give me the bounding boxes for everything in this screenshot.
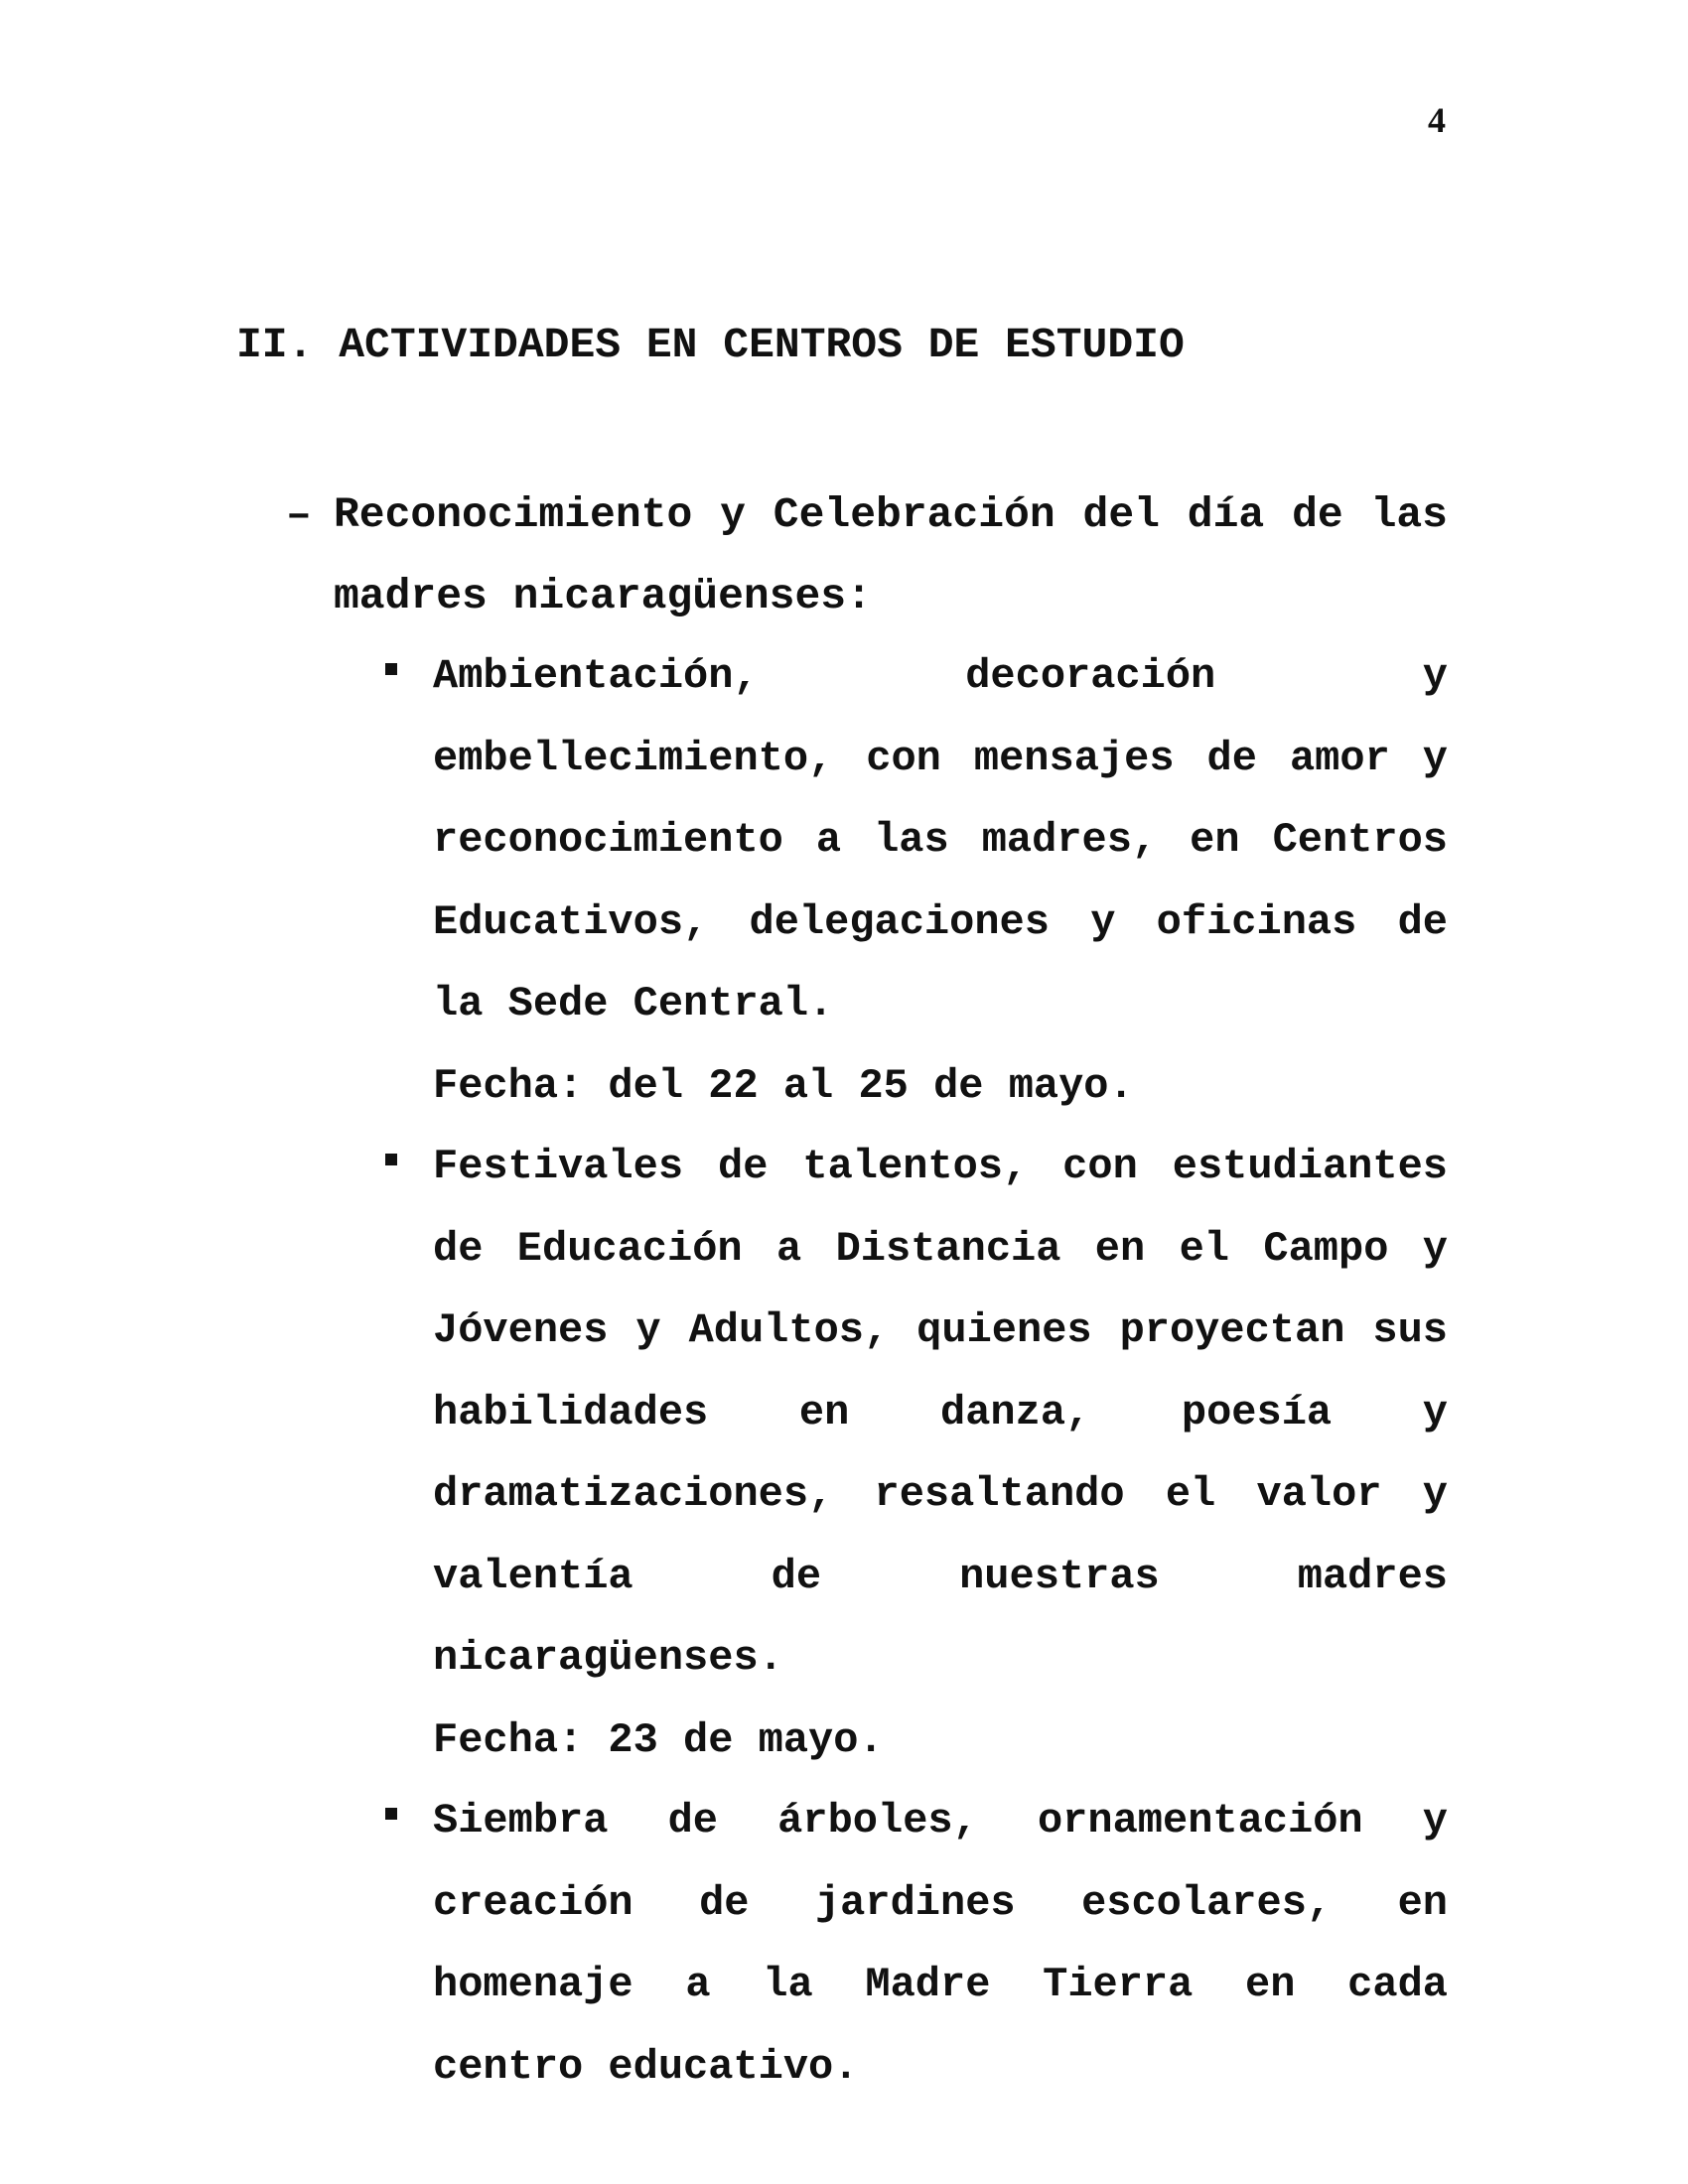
activity-description <box>433 1780 1448 2108</box>
activity-list-item <box>385 1126 1448 1781</box>
activity-text: Festivales de talentos, con estudiantes de Educación a Distancia en el Campo y Jóvenes y Adultos, quienes proyectan sus habilidades en danza, poesía y dramatizaciones, resaltando el valor y valentía de nuestras madres nicaragüenses. <box>433 1143 1448 1682</box>
activity-date: Fecha: 23 de mayo. <box>433 1715 884 1764</box>
subsection-title: Reconocimiento y Celebración del día de las madres nicaragüenses: <box>334 490 1448 620</box>
activity-date: Fecha: del 22 al 25 de mayo. <box>433 1061 1134 1110</box>
square-bullet-icon <box>385 1808 397 1820</box>
activity-text: Ambientación, decoración y embellecimiento, con mensajes de amor y reconocimiento a las madres, en Centros Educativos, delegaciones y oficinas de la Sede Central. <box>433 652 1448 1027</box>
section-title: II. ACTIVIDADES EN CENTROS DE ESTUDIO <box>236 321 1185 369</box>
activity-list-item <box>385 1780 1448 2108</box>
activity-text: Siembra de árboles, ornamentación y creación de jardines escolares, en homenaje a la Madre Tierra en cada centro educativo. <box>433 1797 1448 2091</box>
square-bullet-icon <box>385 1154 397 1165</box>
page-number: 4 <box>1428 100 1446 140</box>
dash-marker: – <box>286 490 312 539</box>
activity-description <box>433 635 1448 1127</box>
activity-description <box>433 1126 1448 1781</box>
square-bullet-icon <box>385 663 397 675</box>
activity-list-item <box>385 635 1448 1127</box>
subsection-item <box>286 475 1448 637</box>
